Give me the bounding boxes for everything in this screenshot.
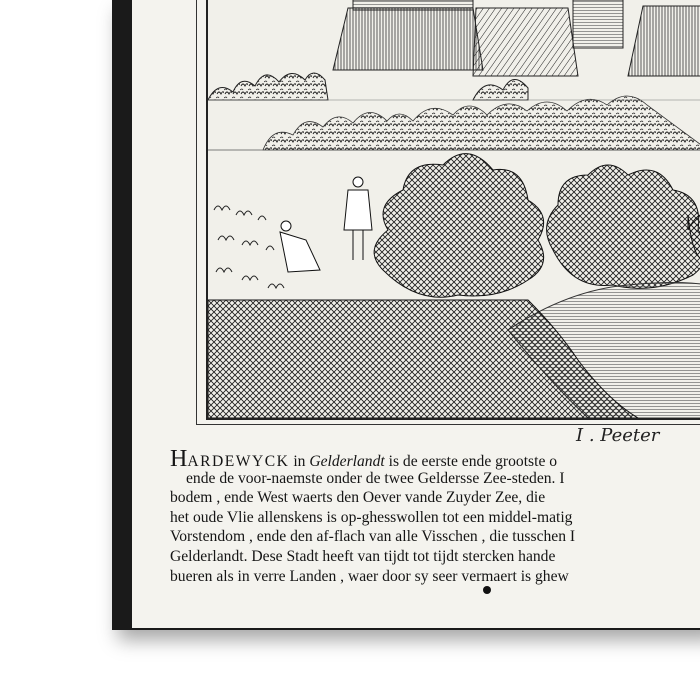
province-name: Gelderlandt	[309, 453, 385, 470]
text-fragment: in	[289, 453, 310, 470]
description-text-block	[170, 446, 700, 586]
castle-towers	[333, 0, 700, 76]
ink-dot	[483, 586, 491, 594]
text-line-6: Gelderlandt. Dese Stadt heeft van tijdt tot tijdt stercken hande	[170, 547, 556, 565]
text-line-7: bueren als in verre Landen , waer door sy seer vermaert is ghew	[170, 567, 569, 585]
text-line-2: ende de voor-naemste onder de twee Geldersse Zee-steden. I	[186, 469, 565, 487]
text-line-3: bodem , ende West waerts den Oever vande Zuyder Zee, die	[170, 489, 546, 507]
text-line-1	[170, 446, 700, 472]
drop-cap: H	[170, 446, 188, 472]
text-fragment: is de eerste ende grootste o	[384, 453, 558, 470]
engraving-illustration	[206, 0, 700, 420]
text-line-4: het oude Vlie allenskens is op-ghesswollen tot een middel-matig	[170, 508, 573, 526]
engraver-signature: I . Peeter	[576, 425, 660, 446]
text-line-5: Vorstendom , ende den af-flach van alle Visschen , die tusschen I	[170, 528, 576, 546]
city-name: ARDEWYCK	[187, 453, 290, 470]
